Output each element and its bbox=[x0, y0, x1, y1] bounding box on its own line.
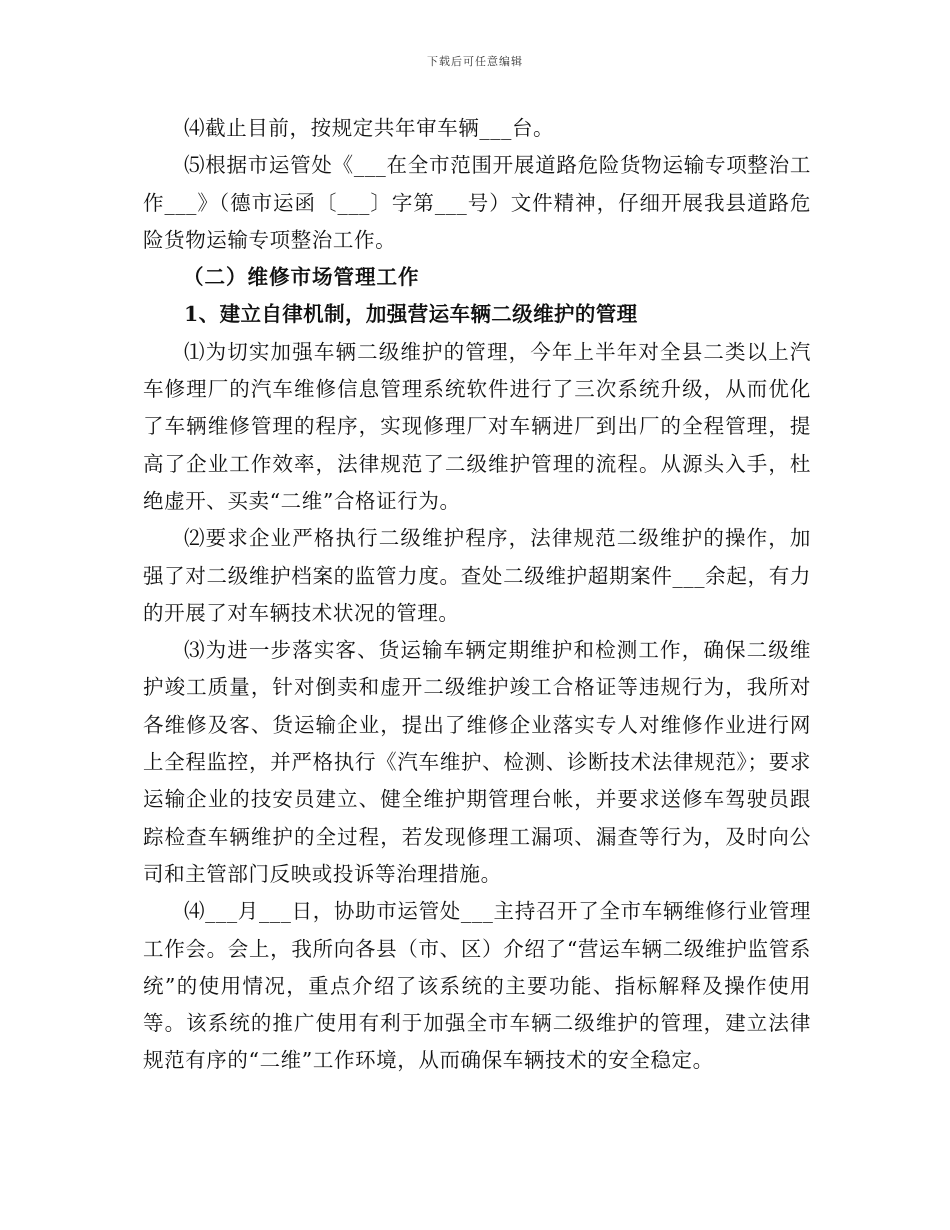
header-note: 下载后可任意编辑 bbox=[427, 55, 523, 68]
section-heading-repair-market: （二）维修市场管理工作 bbox=[183, 265, 420, 290]
paragraph-4-vehicle-review: ⑷截止目前，按规定共年审车辆___台。 bbox=[184, 116, 555, 140]
paragraph-3-maintenance-quality: ⑶为进一步落实客、货运输车辆定期维护和检测工作，确保二级维护竣工质量，针对倒卖和虚开二级维护竣工合格证等违规行为，我所对各维修及客、货运输企业，提出了维修企业落实专人对维修作业进行网上全程监控，并严格执行《汽车维护、检测、诊断技术法律规范》；要求运输企业的技安员建立、健全维护期管理台帐，并要求送修车驾驶员跟踪检查车辆维护的全过程，若发现修理工漏项、漏查等行为，及时向公司和主管部门反映或投诉等治理措施。 bbox=[143, 638, 811, 886]
paragraph-5-dangerous-goods: ⑸根据市运管处《___在全市范围开展道路危险货物运输专项整治工作___》（德市运函〔___〕字第___号）文件精神，仔细开展我县道路危险货物运输专项整治工作。 bbox=[143, 153, 811, 252]
document-body bbox=[143, 110, 811, 1080]
item-heading-self-discipline: 1、建立自律机制，加强营运车辆二级维护的管理 bbox=[184, 302, 638, 327]
paragraph-2-strict-procedure: ⑵要求企业严格执行二级维护程序，法律规范二级维护的操作，加强了对二级维护档案的监管力度。查处二级维护超期案件___余起，有力的开展了对车辆技术状况的管理。 bbox=[143, 526, 811, 625]
paragraph-4-meeting: ⑷___月___日，协助市运管处___主持召开了全市车辆维修行业管理工作会。会上，我所向各县（市、区）介绍了“营运车辆二级维护监管系统”的使用情况，重点介绍了该系统的主要功能、指标解释及操作使用等。该系统的推广使用有利于加强全市车辆二级维护的管理，建立法律规范有序的“二维”工作环境，从而确保车辆技术的安全稳定。 bbox=[143, 899, 811, 1073]
paragraph-1-system-upgrade: ⑴为切实加强车辆二级维护的管理，今年上半年对全县二类以上汽车修理厂的汽车维修信息管理系统软件进行了三次系统升级，从而优化了车辆维修管理的程序，实现修理厂对车辆进厂到出厂的全程管理，提高了企业工作效率，法律规范了二级维护管理的流程。从源头入手，杜绝虚开、买卖“二维”合格证行为。 bbox=[143, 339, 811, 513]
